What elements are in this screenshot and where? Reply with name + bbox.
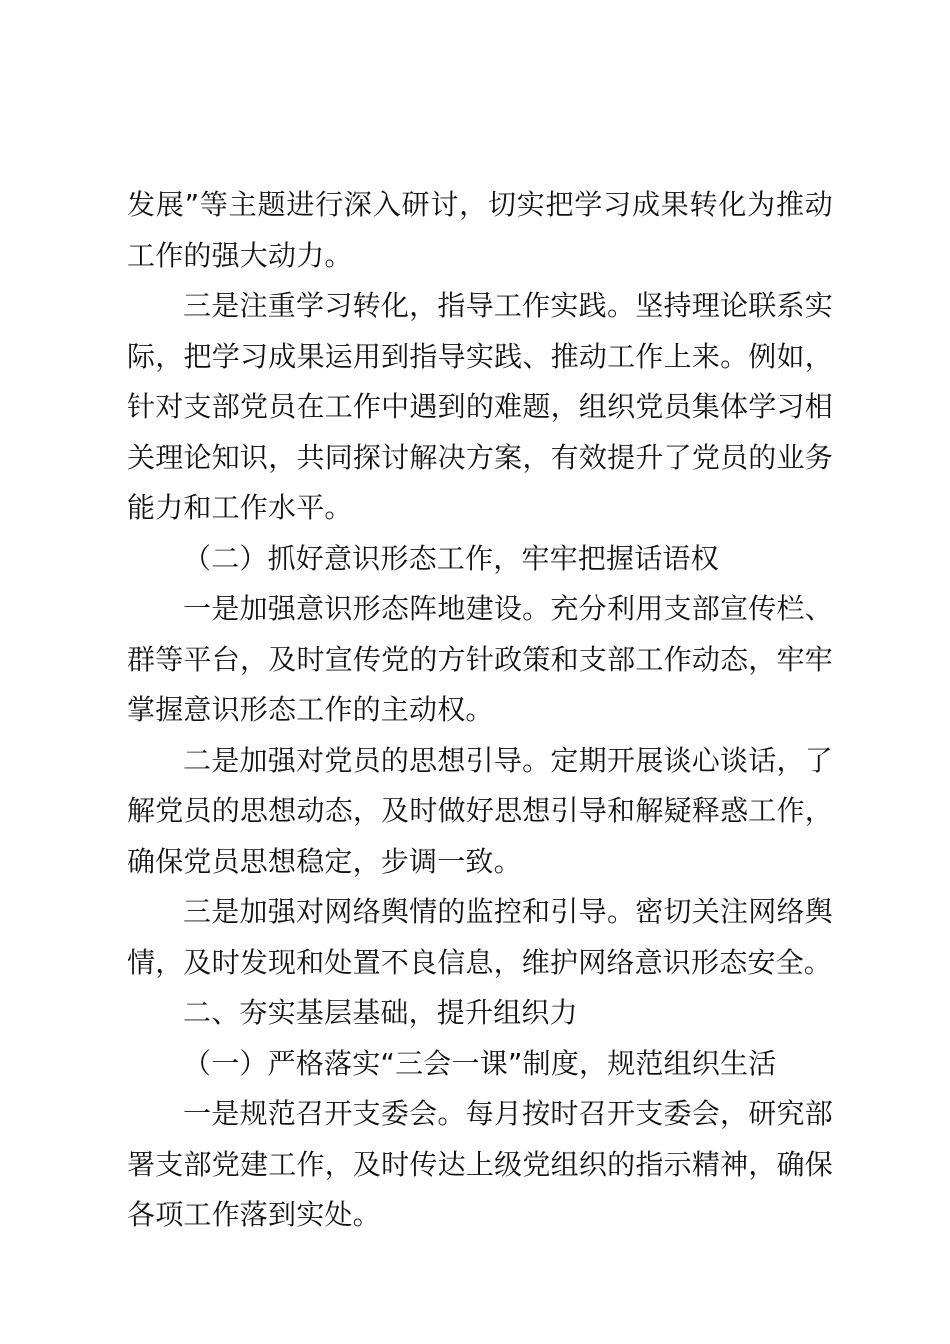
paragraph: 三是注重学习转化，指导工作实践。坚持理论联系实际，把学习成果运用到指导实践、推动工作上来。例如，针对支部党员在工作中遇到的难题，组织党员集体学习相关理论知识，共同探讨解决方案，有效提升了党员的业务能力和工作水平。 (127, 289, 833, 524)
section-heading: （二）抓好意识形态工作，牢牢把握话语权 (183, 541, 719, 575)
document-body (127, 180, 833, 1241)
section-heading: 二、夯实基层基础，提升组织力 (183, 996, 578, 1029)
paragraph: 一是加强意识形态阵地建设。充分利用支部宣传栏、群等平台，及时宣传党的方针政策和支部工作动态，牢牢掌握意识形态工作的主动权。 (127, 592, 833, 726)
paragraph: 一是规范召开支委会。每月按时召开支委会，研究部署支部党建工作，及时传达上级党组织的指示精神，确保各项工作落到实处。 (127, 1097, 833, 1231)
section-heading: （一）严格落实“三会一课”制度，规范组织生活 (183, 1046, 777, 1080)
paragraph: 发展”等主题进行深入研讨，切实把学习成果转化为推动工作的强大动力。 (127, 188, 833, 272)
paragraph: 二是加强对党员的思想引导。定期开展谈心谈话，了解党员的思想动态，及时做好思想引导和解疑释惑工作，确保党员思想稳定，步调一致。 (127, 743, 833, 878)
paragraph: 三是加强对网络舆情的监控和引导。密切关注网络舆情，及时发现和处置不良信息，维护网络意识形态安全。 (127, 895, 833, 979)
